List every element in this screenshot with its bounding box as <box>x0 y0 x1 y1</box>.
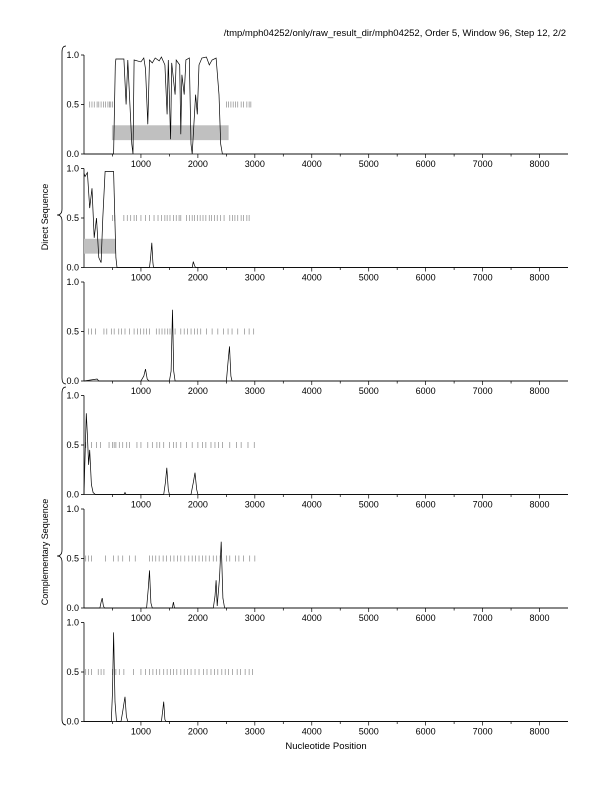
x-tick-label: 5000 <box>358 272 379 283</box>
panel-5 <box>66 504 568 623</box>
x-axis-label: Nucleotide Position <box>285 741 367 752</box>
x-tick-label: 2000 <box>187 726 208 737</box>
x-tick-label: 6000 <box>415 386 436 396</box>
x-tick-label: 7000 <box>472 613 493 623</box>
signal-line <box>84 542 568 608</box>
x-tick-label: 8000 <box>529 613 550 623</box>
panels-container <box>66 50 568 737</box>
x-tick-label: 6000 <box>415 726 436 737</box>
signal-line <box>84 413 568 494</box>
signal-line <box>84 310 568 381</box>
brace-direct <box>57 46 66 384</box>
x-tick-label: 3000 <box>244 159 265 169</box>
panel-3 <box>66 277 568 396</box>
chart-title: /tmp/mph04252/only/raw_result_dir/mph04252, Order 5, Window 96, Step 12, 2/2 <box>223 28 566 39</box>
x-tick-label: 7000 <box>472 499 493 510</box>
signal-line <box>84 172 568 268</box>
highlight-bar <box>84 239 116 254</box>
y-tick-label: 0.5 <box>66 99 79 110</box>
x-tick-label: 1000 <box>130 726 151 737</box>
x-tick-label: 7000 <box>472 386 493 396</box>
x-tick-label: 2000 <box>187 499 208 510</box>
y-tick-label: 1.0 <box>66 50 79 60</box>
x-tick-label: 4000 <box>301 159 322 169</box>
y-tick-label: 0.0 <box>66 262 79 273</box>
x-tick-label: 5000 <box>358 159 379 169</box>
x-tick-label: 4000 <box>301 726 322 737</box>
panel-1 <box>66 50 568 169</box>
x-tick-label: 3000 <box>244 386 265 396</box>
x-tick-label: 8000 <box>529 386 550 396</box>
panel-4 <box>66 391 568 510</box>
group-label-direct: Direct Sequence <box>40 183 50 251</box>
y-tick-label: 0.0 <box>66 716 79 727</box>
x-tick-label: 2000 <box>187 159 208 169</box>
x-tick-label: 6000 <box>415 272 436 283</box>
x-tick-label: 3000 <box>244 272 265 283</box>
y-tick-label: 1.0 <box>66 390 79 401</box>
x-tick-label: 4000 <box>301 386 322 396</box>
y-tick-label: 1.0 <box>66 504 79 514</box>
x-tick-label: 5000 <box>358 386 379 396</box>
brace-complementary <box>57 387 66 725</box>
x-tick-label: 8000 <box>529 726 550 737</box>
x-tick-label: 7000 <box>472 159 493 169</box>
y-tick-label: 1.0 <box>66 163 79 174</box>
x-tick-label: 7000 <box>472 272 493 283</box>
y-tick-label: 1.0 <box>66 617 79 628</box>
x-tick-label: 5000 <box>358 726 379 737</box>
x-tick-label: 7000 <box>472 726 493 737</box>
x-tick-label: 1000 <box>130 159 151 169</box>
x-tick-label: 3000 <box>244 613 265 623</box>
y-tick-label: 1.0 <box>66 277 79 287</box>
x-tick-label: 4000 <box>301 272 322 283</box>
panel-6 <box>66 618 568 737</box>
x-tick-label: 2000 <box>187 272 208 283</box>
x-tick-label: 6000 <box>415 159 436 169</box>
x-tick-label: 5000 <box>358 613 379 623</box>
x-tick-label: 1000 <box>130 386 151 396</box>
y-tick-label: 0.5 <box>66 667 79 677</box>
signal-line <box>84 632 568 721</box>
group-label-complementary: Complementary Sequence <box>40 498 50 606</box>
x-tick-label: 5000 <box>358 499 379 510</box>
y-tick-label: 0.0 <box>66 149 79 159</box>
x-tick-label: 2000 <box>187 613 208 623</box>
y-tick-label: 0.0 <box>66 603 79 613</box>
x-tick-label: 1000 <box>130 613 151 623</box>
y-tick-label: 0.5 <box>66 440 79 450</box>
x-tick-label: 4000 <box>301 499 322 510</box>
x-tick-label: 4000 <box>301 613 322 623</box>
y-tick-label: 0.5 <box>66 213 79 223</box>
y-tick-label: 0.0 <box>66 376 79 386</box>
x-tick-label: 3000 <box>244 499 265 510</box>
x-tick-label: 6000 <box>415 613 436 623</box>
panel-2 <box>66 164 568 283</box>
group-braces <box>57 46 66 725</box>
x-tick-label: 1000 <box>130 499 151 510</box>
x-tick-label: 3000 <box>244 726 265 737</box>
x-tick-label: 2000 <box>187 386 208 396</box>
x-tick-label: 8000 <box>529 272 550 283</box>
x-tick-label: 8000 <box>529 159 550 169</box>
x-tick-label: 8000 <box>529 499 550 510</box>
x-tick-label: 6000 <box>415 499 436 510</box>
y-tick-label: 0.5 <box>66 553 79 564</box>
x-tick-label: 1000 <box>130 272 151 283</box>
y-tick-label: 0.0 <box>66 489 79 500</box>
y-tick-label: 0.5 <box>66 326 79 337</box>
